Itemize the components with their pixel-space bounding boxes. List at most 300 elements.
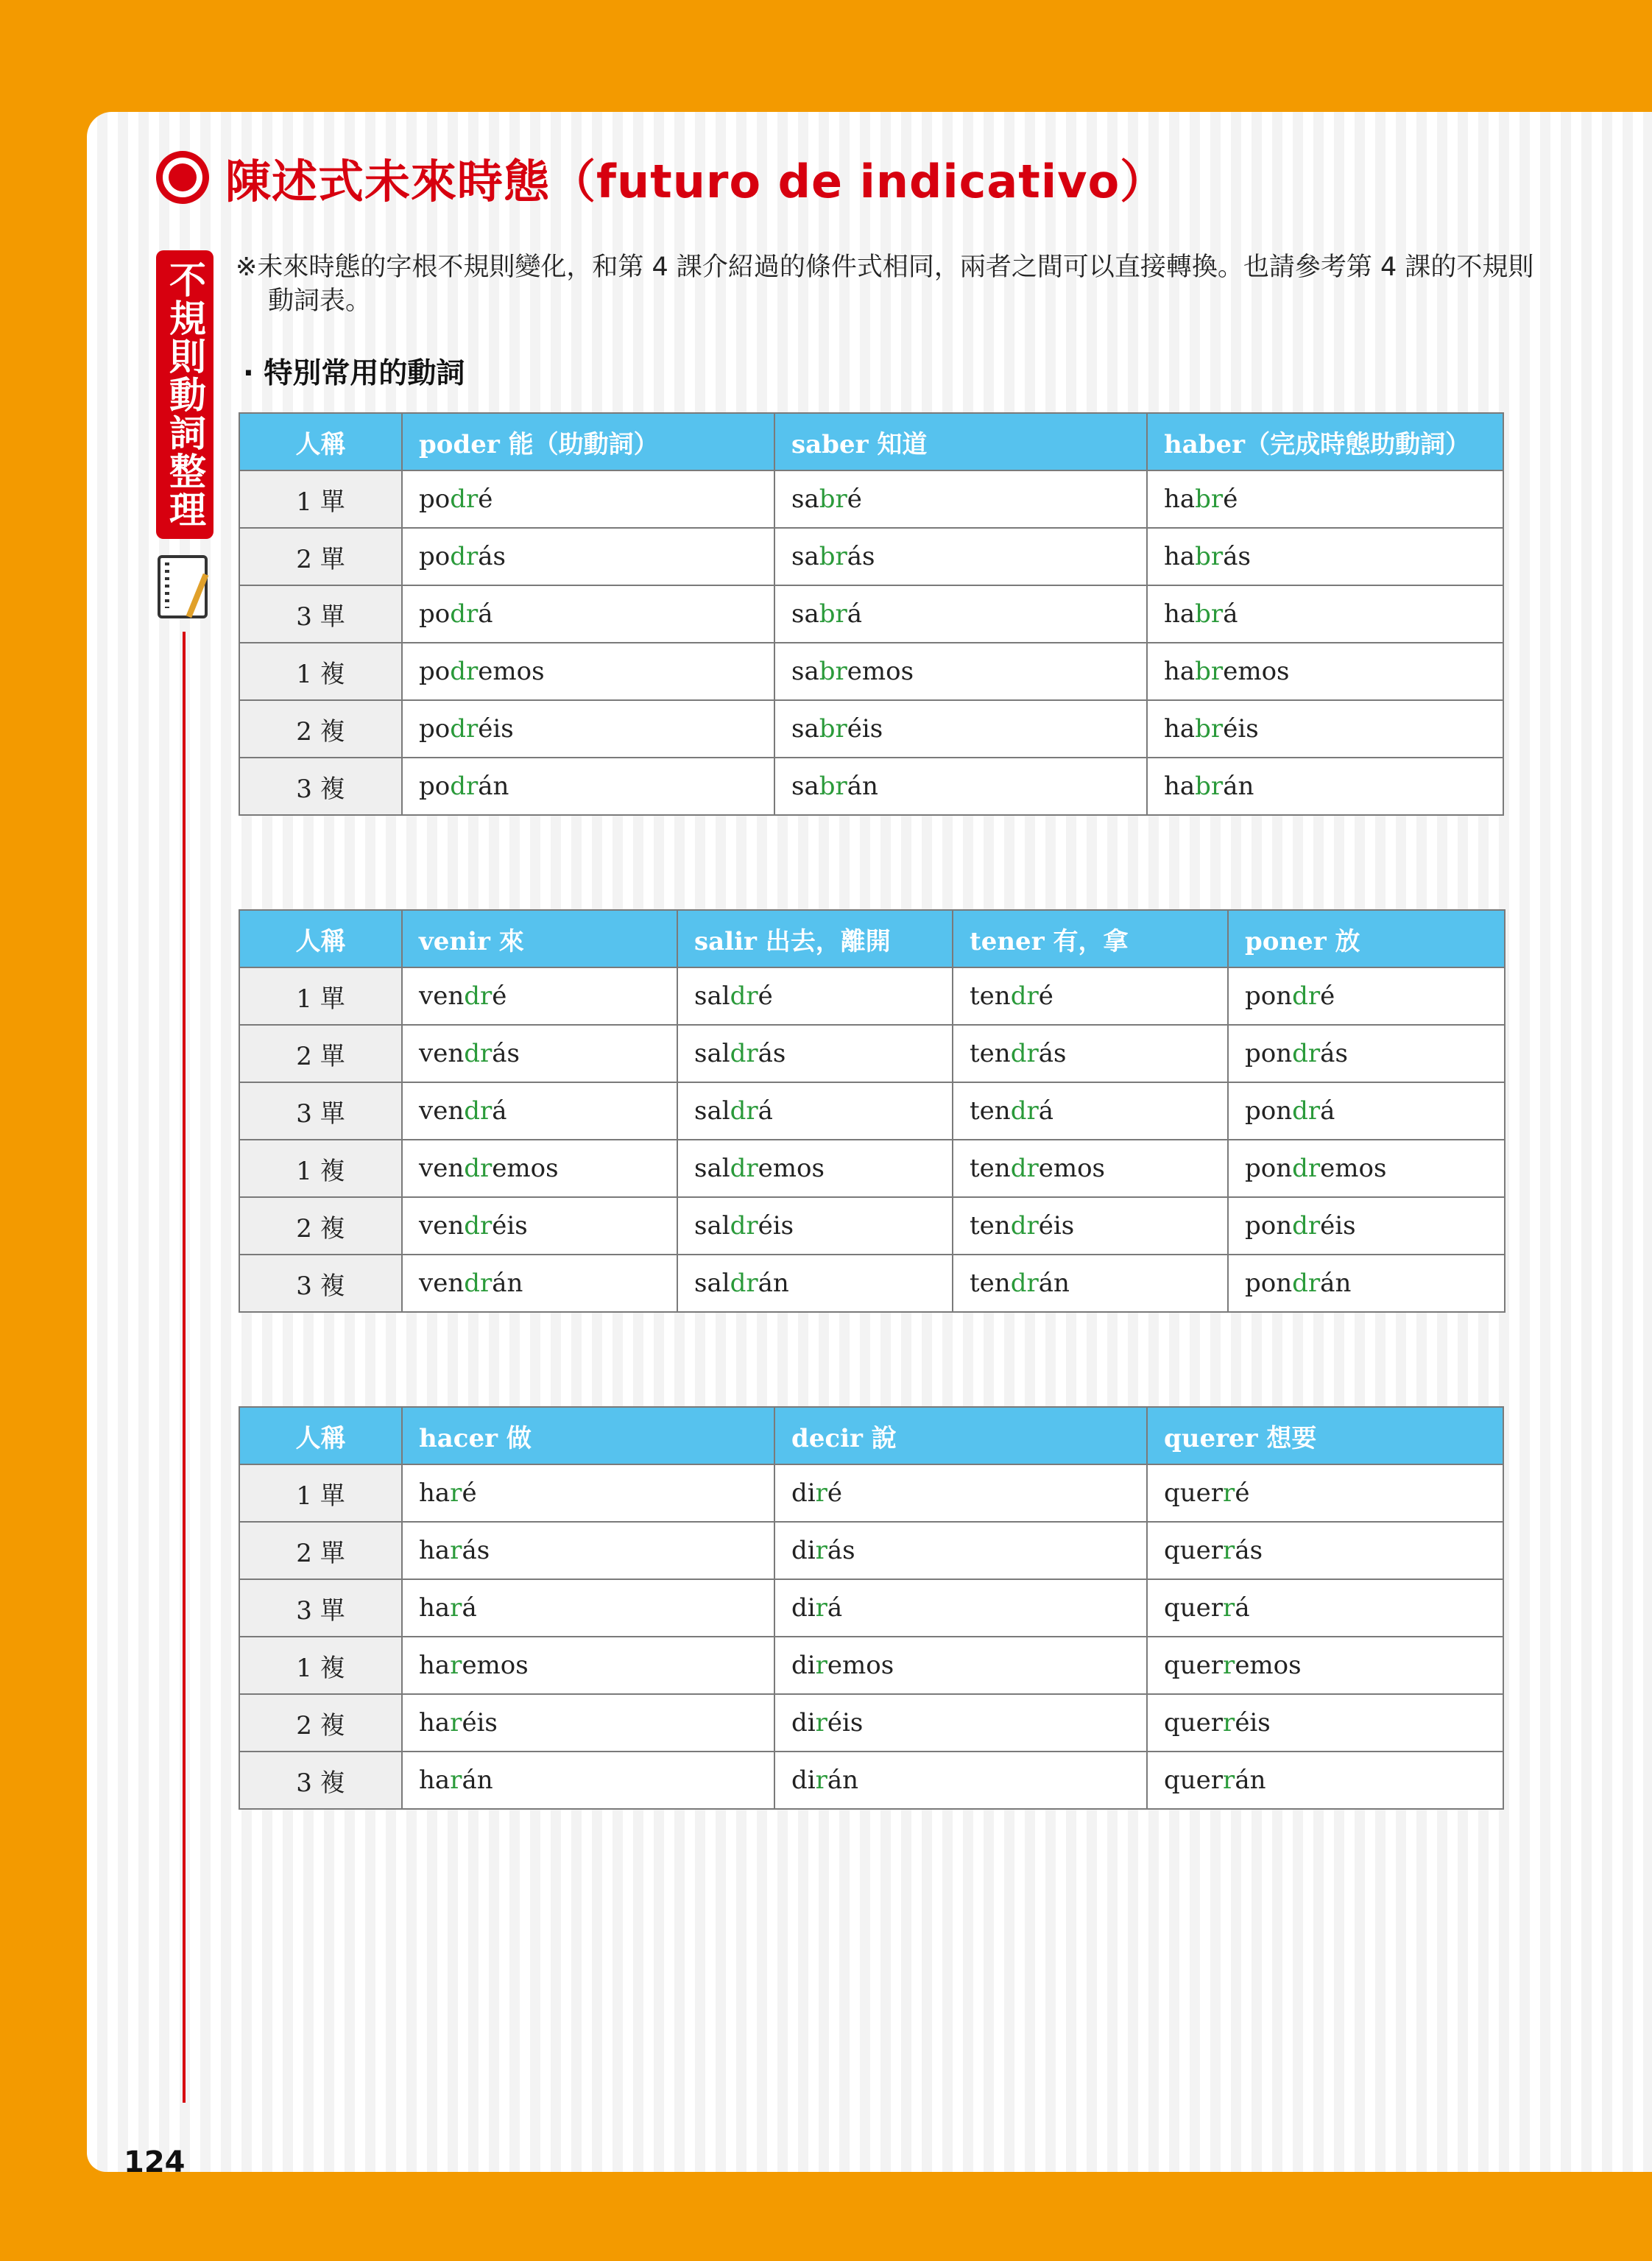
ending: á bbox=[462, 1593, 477, 1623]
stem: ha bbox=[1164, 599, 1196, 629]
irregular-part: dr bbox=[450, 657, 479, 686]
conjugation-cell bbox=[953, 1140, 1228, 1197]
irregular-part: dr bbox=[450, 542, 479, 571]
conjugation-cell bbox=[402, 585, 774, 643]
irregular-part: r bbox=[815, 1766, 827, 1795]
stem: ten bbox=[970, 1211, 1011, 1241]
irregular-part: dr bbox=[464, 1154, 493, 1183]
stem: sa bbox=[791, 657, 819, 686]
side-tab bbox=[156, 250, 213, 539]
stem: ven bbox=[419, 981, 465, 1011]
table-row bbox=[239, 700, 1503, 758]
conjugation-cell bbox=[677, 1082, 953, 1140]
stem: ha bbox=[1164, 657, 1196, 686]
margin-rule bbox=[183, 632, 186, 2103]
ending: éis bbox=[478, 714, 514, 744]
stem: ven bbox=[419, 1096, 465, 1126]
conjugation-table-1 bbox=[239, 412, 1504, 816]
irregular-part: dr bbox=[450, 484, 479, 514]
table-row bbox=[239, 1255, 1505, 1312]
irregular-part: br bbox=[1195, 599, 1224, 629]
ending: emos bbox=[1320, 1154, 1387, 1183]
irregular-part: r bbox=[1223, 1766, 1235, 1795]
note-text: ※未來時態的字根不規則變化，和第 4 課介紹過的條件式相同，兩者之間可以直接轉換。也請參考第 4 課的不規則動詞表。 bbox=[236, 253, 1534, 316]
irregular-part: dr bbox=[464, 981, 493, 1011]
irregular-part: dr bbox=[1292, 1211, 1321, 1241]
irregular-part: br bbox=[819, 714, 847, 744]
irregular-part: br bbox=[1195, 772, 1224, 801]
irregular-part: r bbox=[450, 1536, 462, 1565]
section-title bbox=[156, 144, 1166, 211]
irregular-part: dr bbox=[730, 1096, 758, 1126]
irregular-part: r bbox=[1223, 1478, 1235, 1508]
ending: éis bbox=[827, 1708, 864, 1738]
person-header: 人稱 bbox=[239, 1407, 402, 1464]
irregular-part: dr bbox=[730, 1154, 758, 1183]
person-cell: 2 複 bbox=[239, 1694, 402, 1752]
irregular-part: r bbox=[1223, 1651, 1235, 1680]
person-cell: 1 複 bbox=[239, 1140, 402, 1197]
stem: ven bbox=[419, 1154, 465, 1183]
irregular-part: r bbox=[815, 1536, 827, 1565]
irregular-part: dr bbox=[1010, 1039, 1039, 1068]
ending: ás bbox=[847, 542, 875, 571]
irregular-part: r bbox=[450, 1651, 462, 1680]
stem: sal bbox=[694, 1269, 730, 1298]
irregular-part: br bbox=[819, 657, 847, 686]
ending: án bbox=[478, 772, 509, 801]
stem: quer bbox=[1164, 1766, 1224, 1795]
ending: án bbox=[1038, 1269, 1070, 1298]
ending: emos bbox=[462, 1651, 529, 1680]
irregular-part: br bbox=[1195, 542, 1224, 571]
ending: emos bbox=[758, 1154, 825, 1183]
irregular-part: dr bbox=[1292, 1154, 1321, 1183]
stem: di bbox=[791, 1536, 816, 1565]
ending: ás bbox=[1320, 1039, 1348, 1068]
ending: é bbox=[827, 1478, 843, 1508]
verb-header: poder 能（助動詞） bbox=[402, 413, 774, 470]
irregular-part: r bbox=[450, 1478, 462, 1508]
irregular-part: r bbox=[450, 1708, 462, 1738]
conjugation-cell bbox=[1147, 585, 1503, 643]
stem: ha bbox=[1164, 772, 1196, 801]
stem: ten bbox=[970, 1154, 1011, 1183]
person-cell: 3 複 bbox=[239, 758, 402, 815]
notebook-icon bbox=[158, 555, 208, 618]
ending: é bbox=[478, 484, 493, 514]
ending: é bbox=[758, 981, 773, 1011]
verb-header: decir 說 bbox=[774, 1407, 1147, 1464]
table-row bbox=[239, 1140, 1505, 1197]
conjugation-cell bbox=[402, 1025, 677, 1082]
stem: pon bbox=[1245, 1211, 1293, 1241]
conjugation-cell bbox=[953, 967, 1228, 1025]
ending: á bbox=[1038, 1096, 1053, 1126]
stem: quer bbox=[1164, 1708, 1224, 1738]
ending: ás bbox=[492, 1039, 520, 1068]
conjugation-cell bbox=[1228, 1197, 1505, 1255]
irregular-part: r bbox=[450, 1766, 462, 1795]
conjugation-cell bbox=[1147, 528, 1503, 585]
irregular-part: dr bbox=[464, 1211, 493, 1241]
conjugation-cell bbox=[402, 1082, 677, 1140]
ending: á bbox=[758, 1096, 773, 1126]
person-cell: 1 複 bbox=[239, 643, 402, 700]
ending: á bbox=[1235, 1593, 1250, 1623]
ending: emos bbox=[1038, 1154, 1105, 1183]
stem: ha bbox=[419, 1651, 451, 1680]
irregular-part: r bbox=[1223, 1708, 1235, 1738]
conjugation-cell bbox=[953, 1025, 1228, 1082]
stem: ven bbox=[419, 1211, 465, 1241]
conjugation-cell bbox=[774, 1579, 1147, 1637]
ending: án bbox=[492, 1269, 523, 1298]
table-row bbox=[239, 758, 1503, 815]
conjugation-cell bbox=[677, 967, 953, 1025]
irregular-part: dr bbox=[464, 1096, 493, 1126]
conjugation-cell bbox=[774, 1637, 1147, 1694]
stem: sa bbox=[791, 714, 819, 744]
ending: án bbox=[758, 1269, 789, 1298]
person-cell: 1 單 bbox=[239, 967, 402, 1025]
ending: ás bbox=[1038, 1039, 1067, 1068]
conjugation-cell bbox=[1147, 1522, 1503, 1579]
ending: ás bbox=[827, 1536, 855, 1565]
conjugation-cell bbox=[1228, 1140, 1505, 1197]
verb-header: hacer 做 bbox=[402, 1407, 774, 1464]
irregular-part: br bbox=[819, 542, 847, 571]
ending: ás bbox=[478, 542, 506, 571]
conjugation-cell bbox=[402, 758, 774, 815]
header-row bbox=[239, 413, 1503, 470]
table-row bbox=[239, 1637, 1503, 1694]
conjugation-table-3 bbox=[239, 1406, 1504, 1810]
conjugation-cell bbox=[1228, 967, 1505, 1025]
person-cell: 3 單 bbox=[239, 1082, 402, 1140]
ending: ás bbox=[1223, 542, 1251, 571]
table-row bbox=[239, 585, 1503, 643]
table-row bbox=[239, 470, 1503, 528]
ending: ás bbox=[462, 1536, 490, 1565]
irregular-part: dr bbox=[450, 714, 479, 744]
stem: di bbox=[791, 1766, 816, 1795]
stem: ha bbox=[419, 1536, 451, 1565]
conjugation-cell bbox=[402, 528, 774, 585]
ending: án bbox=[462, 1766, 493, 1795]
ending: éis bbox=[462, 1708, 498, 1738]
irregular-part: dr bbox=[1292, 981, 1321, 1011]
stem: sal bbox=[694, 1096, 730, 1126]
irregular-part: r bbox=[1223, 1593, 1235, 1623]
irregular-part: r bbox=[815, 1593, 827, 1623]
stem: di bbox=[791, 1593, 816, 1623]
ending: é bbox=[1223, 484, 1238, 514]
person-cell: 1 複 bbox=[239, 1637, 402, 1694]
stem: sal bbox=[694, 1154, 730, 1183]
ending: éis bbox=[492, 1211, 528, 1241]
stem: sa bbox=[791, 484, 819, 514]
ending: emos bbox=[1223, 657, 1290, 686]
irregular-part: dr bbox=[730, 1211, 758, 1241]
conjugation-cell bbox=[1147, 643, 1503, 700]
irregular-part: dr bbox=[1292, 1039, 1321, 1068]
conjugation-cell bbox=[774, 585, 1147, 643]
ending: á bbox=[827, 1593, 843, 1623]
conjugation-cell bbox=[953, 1197, 1228, 1255]
ending: é bbox=[1235, 1478, 1250, 1508]
conjugation-cell bbox=[677, 1025, 953, 1082]
stem: po bbox=[419, 542, 451, 571]
header-row bbox=[239, 910, 1505, 967]
person-cell: 3 單 bbox=[239, 585, 402, 643]
conjugation-cell bbox=[774, 1752, 1147, 1809]
stem: sal bbox=[694, 981, 730, 1011]
person-header: 人稱 bbox=[239, 413, 402, 470]
stem: ven bbox=[419, 1039, 465, 1068]
stem: po bbox=[419, 772, 451, 801]
conjugation-cell bbox=[677, 1140, 953, 1197]
conjugation-cell bbox=[402, 1579, 774, 1637]
verb-header: tener 有，拿 bbox=[953, 910, 1228, 967]
irregular-part: dr bbox=[1010, 1154, 1039, 1183]
stem: ten bbox=[970, 981, 1011, 1011]
ending: emos bbox=[492, 1154, 559, 1183]
conjugation-cell bbox=[1147, 1579, 1503, 1637]
person-cell: 3 單 bbox=[239, 1579, 402, 1637]
stem: ha bbox=[1164, 542, 1196, 571]
ending: é bbox=[1320, 981, 1335, 1011]
irregular-part: dr bbox=[1292, 1269, 1321, 1298]
irregular-part: r bbox=[815, 1651, 827, 1680]
table-row bbox=[239, 1579, 1503, 1637]
irregular-part: dr bbox=[464, 1269, 493, 1298]
person-cell: 2 複 bbox=[239, 1197, 402, 1255]
conjugation-cell bbox=[402, 470, 774, 528]
conjugation-cell bbox=[402, 1197, 677, 1255]
conjugation-cell bbox=[774, 700, 1147, 758]
conjugation-cell bbox=[402, 1637, 774, 1694]
irregular-part: dr bbox=[730, 981, 758, 1011]
subtitle: · 特別常用的動詞 bbox=[243, 357, 465, 390]
conjugation-cell bbox=[1147, 1637, 1503, 1694]
ending: án bbox=[1223, 772, 1254, 801]
ending: emos bbox=[478, 657, 545, 686]
ending: á bbox=[478, 599, 493, 629]
stem: ha bbox=[419, 1766, 451, 1795]
person-cell: 3 複 bbox=[239, 1255, 402, 1312]
ending: á bbox=[847, 599, 863, 629]
ending: emos bbox=[1235, 1651, 1302, 1680]
irregular-part: dr bbox=[450, 772, 479, 801]
ending: á bbox=[1320, 1096, 1335, 1126]
stem: quer bbox=[1164, 1536, 1224, 1565]
stem: po bbox=[419, 657, 451, 686]
ending: án bbox=[827, 1766, 859, 1795]
stem: sa bbox=[791, 599, 819, 629]
verb-header: saber 知道 bbox=[774, 413, 1147, 470]
ending: éis bbox=[758, 1211, 794, 1241]
stem: po bbox=[419, 484, 451, 514]
ending: án bbox=[1235, 1766, 1266, 1795]
page-number: 124 bbox=[124, 2145, 186, 2179]
ending: éis bbox=[847, 714, 883, 744]
title-text: 陳述式未來時態（futuro de indicativo） bbox=[225, 154, 1167, 208]
conjugation-cell bbox=[677, 1197, 953, 1255]
conjugation-cell bbox=[402, 1140, 677, 1197]
conjugation-cell bbox=[774, 643, 1147, 700]
stem: ha bbox=[1164, 484, 1196, 514]
ending: éis bbox=[1223, 714, 1259, 744]
irregular-part: dr bbox=[1010, 981, 1039, 1011]
stem: di bbox=[791, 1651, 816, 1680]
table-row bbox=[239, 1025, 1505, 1082]
conjugation-cell bbox=[402, 700, 774, 758]
conjugation-cell bbox=[402, 1522, 774, 1579]
irregular-part: dr bbox=[450, 599, 479, 629]
ending: é bbox=[462, 1478, 477, 1508]
stem: sal bbox=[694, 1039, 730, 1068]
ending: emos bbox=[827, 1651, 894, 1680]
stem: quer bbox=[1164, 1651, 1224, 1680]
table-row bbox=[239, 1694, 1503, 1752]
conjugation-cell bbox=[677, 1255, 953, 1312]
verb-header: haber（完成時態助動詞） bbox=[1147, 413, 1503, 470]
conjugation-cell bbox=[1147, 700, 1503, 758]
irregular-part: br bbox=[1195, 657, 1224, 686]
table-row bbox=[239, 643, 1503, 700]
ending: ás bbox=[1235, 1536, 1263, 1565]
conjugation-cell bbox=[774, 758, 1147, 815]
stem: quer bbox=[1164, 1478, 1224, 1508]
stem: po bbox=[419, 714, 451, 744]
irregular-part: dr bbox=[730, 1039, 758, 1068]
table-row bbox=[239, 1197, 1505, 1255]
table-row bbox=[239, 1464, 1503, 1522]
conjugation-cell bbox=[1147, 758, 1503, 815]
conjugation-cell bbox=[1147, 1464, 1503, 1522]
person-cell: 1 單 bbox=[239, 470, 402, 528]
stem: pon bbox=[1245, 1039, 1293, 1068]
stem: pon bbox=[1245, 1154, 1293, 1183]
table-row bbox=[239, 1082, 1505, 1140]
pencil-icon bbox=[186, 574, 209, 618]
stem: pon bbox=[1245, 981, 1293, 1011]
ending: án bbox=[847, 772, 878, 801]
header-row bbox=[239, 1407, 1503, 1464]
person-cell: 2 複 bbox=[239, 700, 402, 758]
irregular-part: dr bbox=[1010, 1096, 1039, 1126]
conjugation-cell bbox=[1228, 1025, 1505, 1082]
conjugation-cell bbox=[1147, 470, 1503, 528]
irregular-part: r bbox=[450, 1593, 462, 1623]
irregular-part: dr bbox=[1292, 1096, 1321, 1126]
stem: ten bbox=[970, 1096, 1011, 1126]
ending: ás bbox=[758, 1039, 786, 1068]
conjugation-cell bbox=[402, 1694, 774, 1752]
verb-header: poner 放 bbox=[1228, 910, 1505, 967]
ending: án bbox=[1320, 1269, 1352, 1298]
table-row bbox=[239, 1522, 1503, 1579]
stem: ven bbox=[419, 1269, 465, 1298]
irregular-part: dr bbox=[1010, 1269, 1039, 1298]
ending: éis bbox=[1320, 1211, 1356, 1241]
conjugation-cell bbox=[1147, 1752, 1503, 1809]
stem: pon bbox=[1245, 1096, 1293, 1126]
stem: di bbox=[791, 1708, 816, 1738]
irregular-part: r bbox=[815, 1708, 827, 1738]
irregular-part: dr bbox=[1010, 1211, 1039, 1241]
ending: éis bbox=[1038, 1211, 1075, 1241]
stem: pon bbox=[1245, 1269, 1293, 1298]
bullseye-icon bbox=[156, 151, 209, 204]
conjugation-cell bbox=[402, 1464, 774, 1522]
conjugation-cell bbox=[402, 1255, 677, 1312]
irregular-part: br bbox=[819, 772, 847, 801]
person-cell: 2 單 bbox=[239, 1522, 402, 1579]
irregular-part: dr bbox=[464, 1039, 493, 1068]
conjugation-table-2 bbox=[239, 909, 1505, 1313]
ending: emos bbox=[847, 657, 914, 686]
ending: é bbox=[847, 484, 862, 514]
ending: á bbox=[492, 1096, 507, 1126]
conjugation-cell bbox=[953, 1082, 1228, 1140]
irregular-part: r bbox=[1223, 1536, 1235, 1565]
conjugation-cell bbox=[402, 643, 774, 700]
table-row bbox=[239, 1752, 1503, 1809]
stem: ha bbox=[1164, 714, 1196, 744]
verb-header: salir 出去，離開 bbox=[677, 910, 953, 967]
conjugation-cell bbox=[402, 1752, 774, 1809]
stem: ten bbox=[970, 1039, 1011, 1068]
conjugation-cell bbox=[1228, 1255, 1505, 1312]
verb-header: venir 來 bbox=[402, 910, 677, 967]
stem: ten bbox=[970, 1269, 1011, 1298]
conjugation-cell bbox=[953, 1255, 1228, 1312]
stem: sal bbox=[694, 1211, 730, 1241]
irregular-part: r bbox=[815, 1478, 827, 1508]
stem: po bbox=[419, 599, 451, 629]
stem: sa bbox=[791, 772, 819, 801]
stem: sa bbox=[791, 542, 819, 571]
verb-header: querer 想要 bbox=[1147, 1407, 1503, 1464]
table-row bbox=[239, 528, 1503, 585]
conjugation-cell bbox=[774, 1694, 1147, 1752]
irregular-part: dr bbox=[730, 1269, 758, 1298]
stem: di bbox=[791, 1478, 816, 1508]
irregular-part: br bbox=[1195, 714, 1224, 744]
stem: ha bbox=[419, 1478, 451, 1508]
conjugation-cell bbox=[774, 1464, 1147, 1522]
person-header: 人稱 bbox=[239, 910, 402, 967]
ending: é bbox=[1038, 981, 1053, 1011]
person-cell: 2 單 bbox=[239, 1025, 402, 1082]
person-cell: 2 單 bbox=[239, 528, 402, 585]
conjugation-cell bbox=[1228, 1082, 1505, 1140]
irregular-part: br bbox=[1195, 484, 1224, 514]
ending: éis bbox=[1235, 1708, 1271, 1738]
person-cell: 1 單 bbox=[239, 1464, 402, 1522]
conjugation-cell bbox=[774, 470, 1147, 528]
stem: quer bbox=[1164, 1593, 1224, 1623]
ending: á bbox=[1223, 599, 1238, 629]
irregular-part: br bbox=[819, 599, 847, 629]
stem: ha bbox=[419, 1708, 451, 1738]
ending: é bbox=[492, 981, 507, 1011]
conjugation-cell bbox=[402, 967, 677, 1025]
conjugation-cell bbox=[1147, 1694, 1503, 1752]
table-row bbox=[239, 967, 1505, 1025]
